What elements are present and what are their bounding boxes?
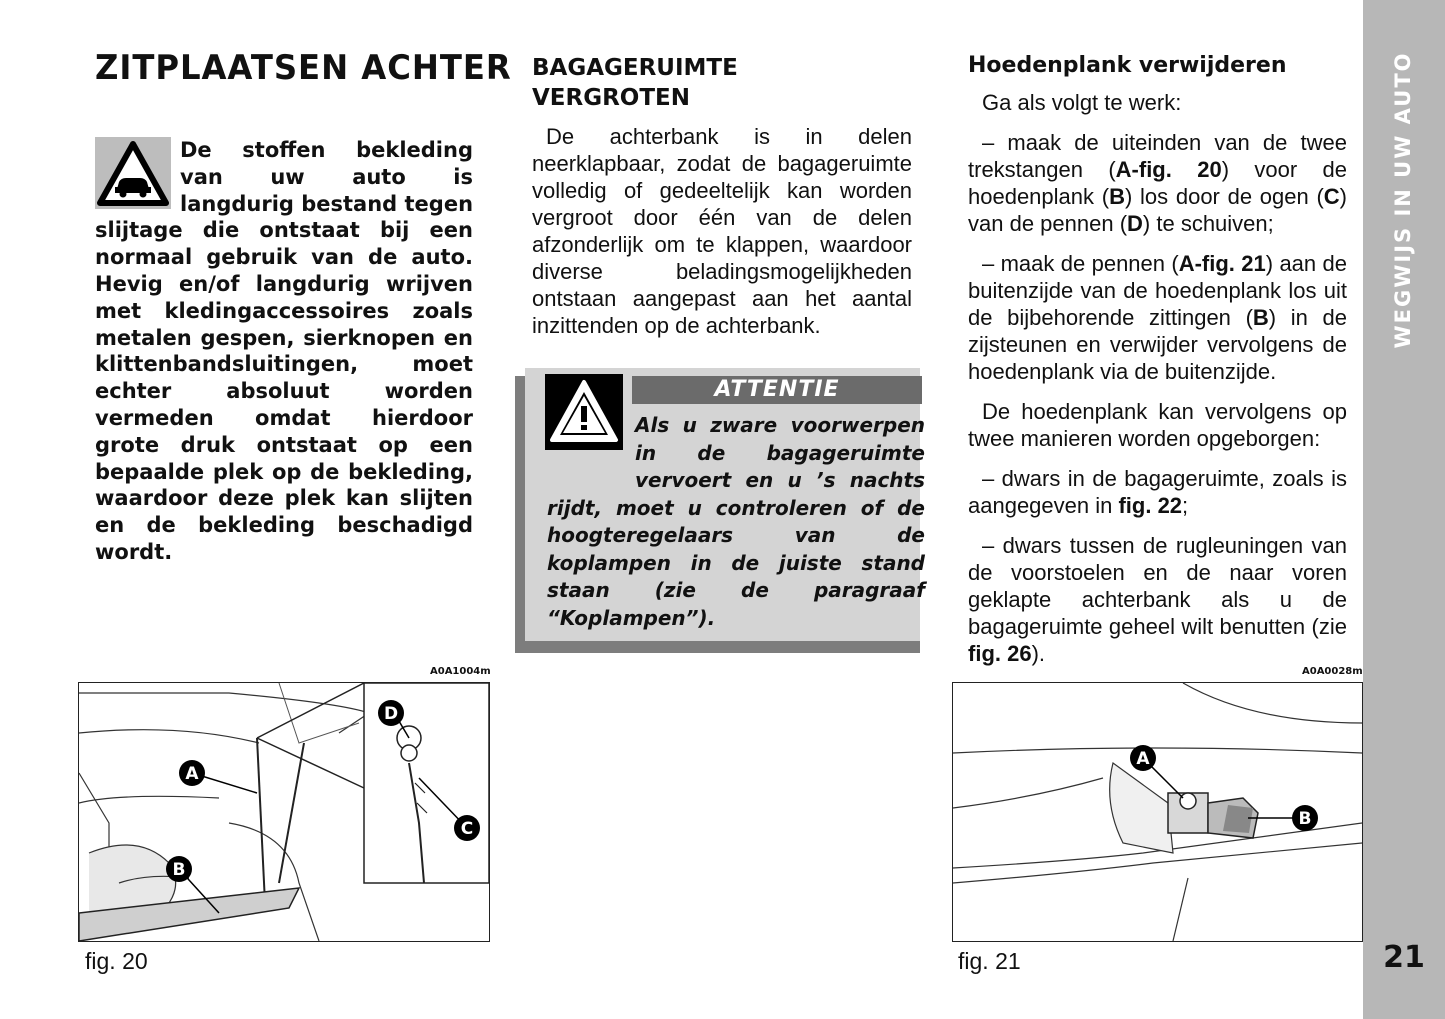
section-heading-line2: VERGROTEN (532, 85, 691, 111)
svg-text:A: A (185, 764, 199, 784)
fig21-callout-b (1292, 805, 1318, 831)
storage-option-2: – dwars tussen de rugleuningen van de voorstoelen en de naar voren geklapte achterbank als u de bagageruimte geheel wilt benutten (zie fig. 26). (968, 533, 1347, 666)
fig20-callout-b (166, 856, 192, 882)
svg-text:B: B (172, 860, 186, 880)
step-1: – maak de uiteinden van de twee trekstangen (A-fig. 20) voor de hoedenplank (B) los door de ogen (C) van de pennen (D) te schuiven; (968, 130, 1347, 236)
svg-text:C: C (460, 819, 474, 839)
attention-box (515, 368, 925, 653)
page-title: ZITPLAATSEN ACHTER (95, 48, 512, 88)
svg-text:D: D (383, 704, 399, 724)
section-heading-line1: BAGAGERUIMTE (532, 55, 738, 81)
fig20-callout-c (454, 815, 480, 841)
section-tab-label: WEGWIJS IN UW AUTO (1391, 51, 1415, 349)
storage-option-1: – dwars in de bagageruimte, zoals is aangegeven in fig. 22; (968, 466, 1347, 518)
intro-text: Ga als volgt te werk: (982, 90, 1182, 115)
fig21-callout-a (1130, 745, 1156, 771)
svg-text:B: B (1298, 809, 1312, 829)
luggage-paragraph: De achterbank is in delen neerklapbaar, zodat de bagageruimte volledig of gedeeltelijk kan worden vergroot door één van de delen afzonderlijk om te klappen, waardoor diverse beladingsmogelijkheden ontstaan aangepast aan het aantal inzittenden op de achterbank. (532, 124, 912, 338)
figure-21 (952, 682, 1363, 942)
attention-label: ATTENTIE (632, 376, 922, 404)
step-2: – maak de pennen (A-fig. 21) aan de buitenzijde van de hoedenplank los uit de bijbehorende zittingen (B) in de zijsteunen en verwijder vervolgens de hoedenplank via de buitenzijde. (968, 251, 1347, 384)
page-number: 21 (1383, 940, 1425, 975)
storage-intro: De hoedenplank kan vervolgens op twee manieren worden opgeborgen: (968, 399, 1347, 451)
fig21-code: A0A0028m (1302, 666, 1363, 677)
fig20-callout-a (179, 760, 205, 786)
svg-text:A: A (1136, 749, 1150, 769)
hat-shelf-heading: Hoedenplank verwijderen (968, 53, 1287, 78)
attention-text: Als u zware voorwerpen in de bagageruimte vervoert en u ’s nachts rijdt, moet u controleren of de hoogteregelaars van de koplampen in de juiste stand staan (zie de paragraaf “Koplampen”). (547, 413, 925, 630)
figure-20 (78, 682, 490, 942)
fig21-caption: fig. 21 (958, 948, 1021, 974)
fig20-caption: fig. 20 (85, 948, 148, 974)
fig20-code: A0A1004m (430, 666, 491, 677)
fig20-callout-d (378, 700, 404, 726)
upholstery-warning-text: De stoffen bekleding van uw auto is langdurig bestand tegen slijtage die ontstaat bij een normaal gebruik van de auto. Hevig en/of langdurig wrijven met kledingaccessoires zoals metalen gespen, sierknopen en klittenbandsluitingen, moet echter absoluut worden vermeden omdat hierdoor grote druk ontstaat op een bepaalde plek op de bekleding, waardoor deze plek kan slijten en de bekleding beschadigd wordt. (95, 138, 474, 564)
